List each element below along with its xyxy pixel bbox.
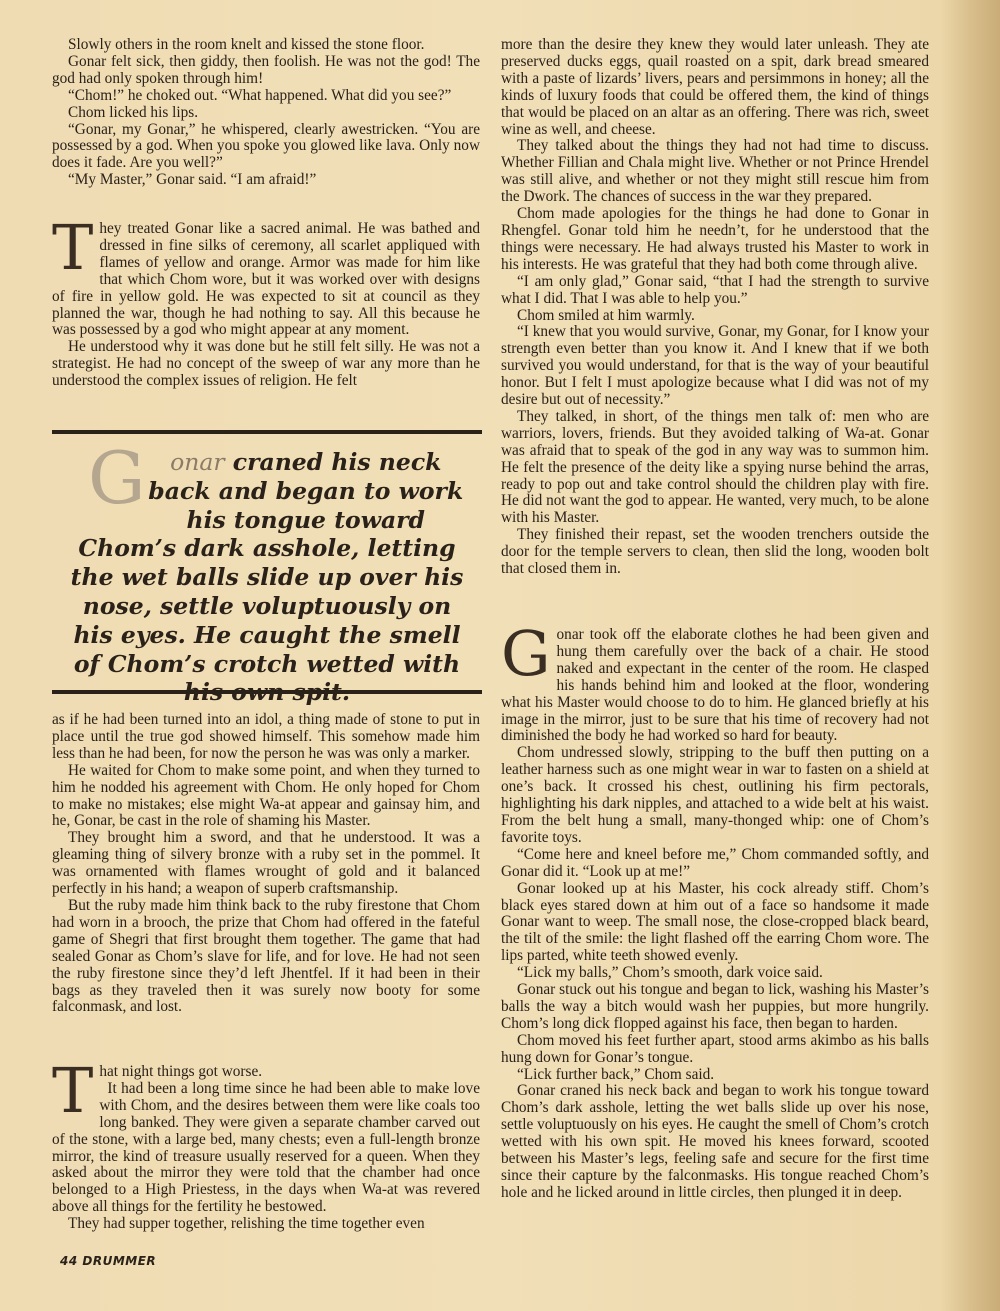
paragraph [501, 1033, 929, 1067]
paragraph [52, 172, 480, 189]
paragraph-text: onar took off the elaborate clothes he had been given and hung them carefully over the back of a chair. He stood naked and expectant in the center of the room. He clasped his hands behind him and looked at the floor, wondering what his Master would choose to do to him. He glanced briefly at his image in the mirror, just to be sure that his time of recovery had not diminished the body he had worked so hard for beauty. [501, 626, 929, 745]
paragraph [501, 617, 929, 745]
paragraph-text: “Come here and kneel before me,” Chom commanded softly, and Gonar did it. “Look up at me!” [501, 845, 929, 880]
paragraph [501, 1083, 929, 1201]
paragraph [52, 339, 480, 390]
paragraph-text: “Gonar, my Gonar,” he whispered, clearly awestricken. “You are possessed by a god. When you spoke you glowed like lava. Only now does it fade. Are you well?” [52, 120, 480, 172]
paragraph [52, 763, 480, 831]
paragraph-text: Gonar stuck out his tongue and began to lick, washing his Master’s balls the way a bitch would wash her puppies, but more hungrily. Chom’s long dick flopped against his face, then began to harden. [501, 981, 929, 1032]
paragraph-text: He waited for Chom to make some point, and when they turned to him he nodded his agreement with Chom. He only hoped for Chom to make no mistakes; else might Wa-at appear and gainsay him, and he, Gonar, be cast in the role of shaming his Master. [52, 761, 480, 830]
paragraph [501, 274, 929, 308]
paragraph [52, 898, 480, 1016]
paragraph-text: Gonar craned his neck back and began to work his tongue toward Chom’s dark asshole, letting the wet balls slide up over his nose, settle voluptuously on his eyes. He caught the smell of Chom’s crotch wetted with his own spit. He moved his knees forward, scooted between his Master’s legs, feeling safe and secure for the first time since their capture by the falconmasks. His tongue reached Chom’s hole and he licked around in little circles, then plunged it in deep. [501, 1082, 929, 1201]
paragraph [501, 1067, 929, 1084]
paragraph [52, 712, 480, 763]
paragraph [52, 1054, 480, 1127]
paragraph-text: Chom moved his feet further apart, stood arms akimbo as his balls hung down for Gonar’s tongue. [501, 1031, 929, 1066]
paragraph [501, 138, 929, 206]
paragraph [501, 881, 929, 966]
right-block-1 [501, 37, 929, 578]
paragraph [52, 88, 480, 105]
paragraph-text: “Chom!” he choked out. “What happened. What did you see?” [68, 86, 452, 104]
paragraph-text: Chom licked his lips. [68, 103, 199, 121]
paragraph [52, 1216, 480, 1233]
paragraph [52, 1081, 480, 1216]
page-folio: 44 DRUMMER [60, 1254, 157, 1268]
drop-cap: G [501, 617, 551, 690]
paragraph [501, 37, 929, 138]
paragraph-text: “I am only glad,” Gonar said, “that I had the strength to survive what I did. That I was able to help you.” [501, 272, 929, 307]
paragraph [52, 54, 480, 88]
drop-cap: T [52, 1054, 94, 1127]
paragraph-text: hey treated Gonar like a sacred animal. He was bathed and dressed in fine silks of ceremony, all scarlet appliqued with flames of yellow and orange. Armor was made for him like that which Chom wore, but it was worked over with designs of fire in yellow gold. He was expected to sit at council as they planned the war, though he had nothing to say. All this because he was possessed by a god who might appear at any moment. [52, 220, 480, 339]
paragraph-text: Gonar looked up at his Master, his cock already stiff. Chom’s black eyes stared down at him out of a face so handsome it made Gonar want to weep. The small nose, the close-cropped black beard, the tilt of the smile: the light flashed off the earring Chom wore. The lips parted, white teeth showed evenly. [501, 879, 929, 965]
paragraph [501, 308, 929, 325]
paragraph [501, 206, 929, 274]
paragraph-text: It had been a long time since he had been able to make love with Chom, and the desires between them were like coals too long banked. They were given a separate chamber carved out of the stone, with a large bed, many chests; even a full-length bronze mirror, the kind of treasure usually reserved for a queen. When they asked about the mirror they were told that the chamber had once belonged to a High Priestess, in the days when Wa-at was revered above all things for the fertility he bestowed. [52, 1079, 480, 1216]
left-block-3 [52, 712, 480, 1016]
left-block-2 [52, 211, 480, 390]
paragraph [52, 122, 480, 173]
paragraph-text: They talked about the things they had not had time to discuss. Whether Fillian and Chala might live. Whether or not Prince Hrendel was still alive, and whether or not they might still rescue him from the Dwork. The chances of success in the war they prepared. [501, 137, 929, 206]
paragraph-text: hat night things got worse. [99, 1063, 263, 1080]
left-block-1 [52, 37, 480, 189]
paragraph-text: He understood why it was done but he still felt silly. He was not a strategist. He had no concept of the sweep of war any more than he understood the complex issues of religion. He felt [52, 338, 480, 390]
paragraph-text: as if he had been turned into an idol, a thing made of stone to put in place until the true god showed himself. This somehow made him less than he had been, for now the person he was was only a marker. [52, 711, 480, 762]
paragraph [52, 37, 480, 54]
paragraph-text: “I knew that you would survive, Gonar, my Gonar, for I know your strength even better than you know it. And I knew that if we both survived you would understand, for that is the way of your beautiful honor. But I felt I must apologize because what I did was not of my desire but out of necessity.” [501, 323, 929, 409]
paragraph-text: Slowly others in the room knelt and kissed the stone floor. [68, 36, 425, 53]
pull-quote-first-word: onar [170, 448, 225, 476]
paragraph [52, 211, 480, 339]
paragraph-text: They finished their repast, set the wooden trenchers outside the door for the temple servers to clean, then slid the long, wooden bolt that closed them in. [501, 526, 929, 578]
paragraph-text: They had supper together, relishing the time together even [68, 1215, 425, 1233]
paragraph [501, 965, 929, 982]
paragraph-text: Chom made apologies for the things he had done to Gonar in Rhengfel. Gonar told him he needn’t, for he understood that the things were necessary. He had always trusted his Master to work in his interests. He was grateful that they had both come through alive. [501, 205, 929, 273]
drop-cap: T [52, 211, 94, 284]
paragraph-text: “Lick my balls,” Chom’s smooth, dark voice said. [517, 964, 823, 982]
paragraph [501, 409, 929, 527]
right-block-2 [501, 617, 929, 1202]
pull-quote [52, 430, 482, 707]
paragraph-text: Gonar felt sick, then giddy, then foolish. He was not the god! The god had only spoken through him! [52, 52, 480, 87]
paragraph [501, 745, 929, 846]
paragraph-text: They brought him a sword, and that he understood. It was a gleaming thing of silvery bronze with a ruby set in the pommel. It was ornamented with flames wrought of gold and it balanced perfectly in his hand; a weapon of superb craftsmanship. [52, 829, 480, 898]
pull-quote-dropcap: G [88, 436, 146, 520]
paragraph-text: “Lick further back,” Chom said. [517, 1065, 715, 1083]
paragraph [52, 105, 480, 122]
paragraph-text: They talked, in short, of the things men talk of: men who are warriors, lovers, friends. But they avoided talking of Wa-at. Gonar was afraid that to speak of the god in any way was to summon him. He felt the presence of the deity like a spying nurse behind the arras, ready to pop out and take control should the children play with fire. He did not want the god to appear. He wanted, very much, to be alone with his Master. [501, 407, 929, 527]
paragraph [501, 847, 929, 881]
paragraph [52, 830, 480, 898]
paragraph [501, 324, 929, 409]
paragraph-text: more than the desire they knew they would later unleash. They ate preserved ducks eggs, quail roasted on a spit, dark bread smeared with a paste of lizards’ livers, pears and persimmons in honey; all the kinds of luxury foods that could be offered them, the kind of things that would be placed on an altar as an offering. There was rich, sweet wine as well, and cheese. [501, 36, 929, 138]
left-block-4 [52, 1054, 480, 1233]
pull-quote-text: craned his neck back and began to work his tongue toward Chom’s dark asshole, letting the wet balls slide up over his nose, settle voluptuously on his eyes. He caught the smell of Chom’s crotch wetted with his own spit. [70, 448, 464, 707]
paragraph-text: “My Master,” Gonar said. “I am afraid!” [68, 171, 317, 189]
paragraph-text: But the ruby made him think back to the ruby firestone that Chom had worn in a brooch, the prize that Chom had offered in the fateful game of Shegri that first brought them together. The game that had sealed Gonar as Chom’s slave for life, and for love. He had not seen the ruby firestone since they’d left Jhentfel. If it had been in their bags as they traveled then it was surely now booty for some falconmask, and lost. [52, 896, 480, 1016]
paragraph [501, 527, 929, 578]
paragraph-text: Chom smiled at him warmly. [517, 306, 695, 324]
paragraph-text: Chom undressed slowly, stripping to the buff then putting on a leather harness such as one might wear in war to fasten on a shield at one’s back. It crossed his chest, outlining his firm pectorals, highlighting his dark nipples, and attached to a wide belt at his waist. From the belt hung a small, many-thonged whip: one of Chom’s favorite toys. [501, 744, 929, 846]
paragraph [501, 982, 929, 1033]
